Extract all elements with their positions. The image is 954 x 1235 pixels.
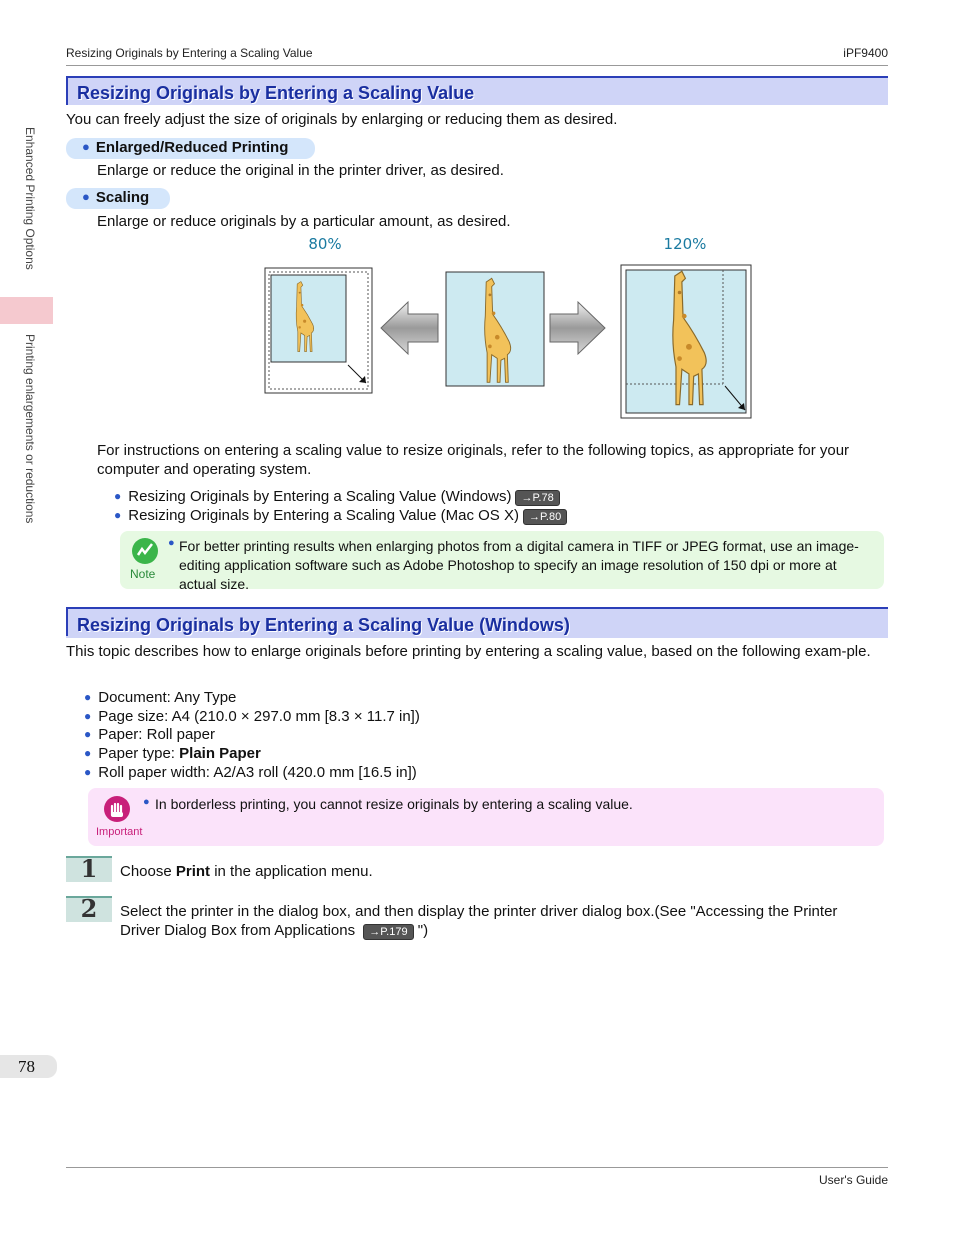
page-number: 78 (18, 1057, 35, 1076)
section-heading-text: Resizing Originals by Entering a Scaling Value (Windows) (77, 615, 570, 635)
step-number: 1 (66, 856, 112, 882)
running-header-title: Resizing Originals by Entering a Scaling Value (66, 46, 313, 60)
instructions-paragraph: For instructions on entering a scaling value to resize originals, refer to the following topics, as appropriate for your computer and operating system. (97, 442, 850, 478)
feature-description: Enlarge or reduce originals by a particular amount, as desired. (97, 213, 511, 230)
list-item-text: Page size: A4 (210.0 × 297.0 mm [8.3 × 11.7 in]) (98, 708, 420, 725)
enlarged-page (621, 265, 751, 418)
section-heading (66, 607, 888, 638)
page-number-tab (0, 1055, 57, 1078)
page-ref-badge[interactable]: →P.179 (363, 924, 413, 940)
header-rule (66, 65, 888, 66)
list-item-text: Paper type: (98, 745, 180, 762)
list-item-text: Document: Any Type (98, 689, 237, 706)
scaling-diagram (255, 232, 765, 422)
bullet-icon: ● (82, 189, 90, 204)
reduce-arrow (381, 302, 438, 354)
section-intro: This topic describes how to enlarge originals before printing by entering a scaling value, based on the following exam-ple. (66, 643, 871, 660)
feature-pill (66, 188, 170, 209)
feature-pill (66, 138, 315, 159)
running-header-model: iPF9400 (843, 46, 888, 60)
bullet-icon: ● (84, 709, 92, 723)
list-item-text: Paper: Roll paper (98, 726, 215, 743)
original-page (446, 272, 544, 386)
step-text: Choose Print in the application menu. (120, 863, 373, 880)
step-text: Select the printer in the dialog box, and then display the printer driver dialog box.(See "Accessing the Printer Driver Dialog Box from Applications →P.179 ") (120, 903, 838, 939)
enlarge-arrow (550, 302, 605, 354)
bullet-icon: ● (143, 796, 150, 808)
important-label: Important (96, 826, 143, 838)
side-chapter-label: Enhanced Printing Options (23, 127, 37, 270)
topic-link-text[interactable]: Resizing Originals by Entering a Scaling Value (Windows) (128, 488, 512, 505)
note-label: Note (130, 567, 156, 581)
page-ref-badge[interactable]: →P.80 (523, 509, 567, 525)
bullet-icon: ● (114, 489, 122, 503)
example-list-item (84, 688, 236, 708)
section-heading (66, 76, 888, 105)
topic-link[interactable] (114, 487, 560, 507)
step-number: 2 (66, 896, 112, 922)
example-list-item (84, 725, 215, 745)
important-hand-icon (103, 795, 131, 828)
topic-link[interactable] (114, 506, 567, 526)
section-heading-text: Resizing Originals by Entering a Scaling Value (77, 83, 475, 103)
bullet-icon: ● (84, 727, 92, 741)
footer-title: User's Guide (819, 1173, 888, 1187)
bullet-icon: ● (84, 765, 92, 779)
topic-link-text[interactable]: Resizing Originals by Entering a Scaling Value (Mac OS X) (128, 507, 519, 524)
list-item-bold: Plain Paper (179, 745, 261, 762)
footer-rule (66, 1167, 888, 1168)
figure-label-120: 120% (663, 235, 707, 253)
example-list-item (84, 763, 417, 783)
example-list-item (84, 707, 420, 727)
page-ref-badge[interactable]: →P.78 (515, 490, 559, 506)
scaling-figure (255, 232, 765, 422)
list-item-text: Roll paper width: A2/A3 roll (420.0 mm [16.5 in]) (98, 764, 417, 781)
note-text: For better printing results when enlarging photos from a digital camera in TIFF or JPEG format, use an image-editing application software such as Adobe Photoshop to specify an image resolution of 150 dpi or more at actual size. (179, 538, 859, 592)
side-section-label: Printing enlargements or reductions (23, 334, 37, 524)
example-list-item (84, 744, 261, 764)
bullet-icon: ● (84, 690, 92, 704)
bullet-icon: ● (114, 508, 122, 522)
bullet-icon: ● (82, 139, 90, 154)
section-intro: You can freely adjust the size of originals by enlarging or reducing them as desired. (66, 111, 618, 128)
feature-label: Scaling (95, 189, 150, 206)
important-text: In borderless printing, you cannot resize originals by entering a scaling value. (155, 796, 633, 812)
bullet-icon: ● (84, 746, 92, 760)
note-icon (131, 537, 159, 570)
figure-label-80: 80% (308, 235, 342, 253)
bullet-icon: ● (168, 537, 175, 549)
reduced-page (265, 268, 372, 393)
feature-label: Enlarged/Reduced Printing (95, 139, 289, 156)
side-tab-marker (0, 297, 53, 324)
feature-description: Enlarge or reduce the original in the printer driver, as desired. (97, 162, 504, 179)
